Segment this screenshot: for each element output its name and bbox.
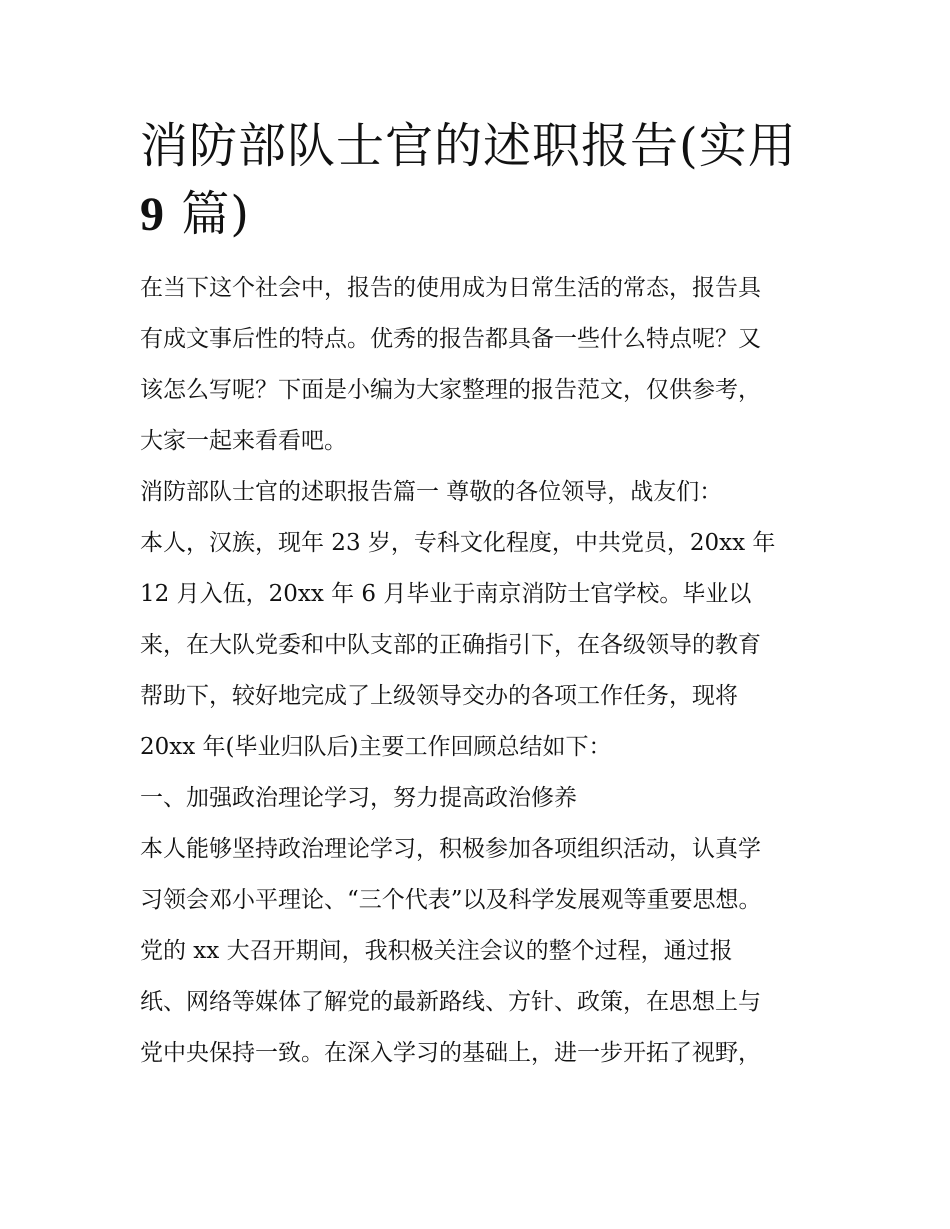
body-line: 有成文事后性的特点。优秀的报告都具备一些什么特点呢？又 — [140, 326, 761, 352]
body-line: 12 月入伍，20xx 年 6 月毕业于南京消防士官学校。毕业以 — [140, 581, 752, 607]
body-line: 在当下这个社会中，报告的使用成为日常生活的常态，报告具 — [140, 275, 761, 301]
body-line: 该怎么写呢？下面是小编为大家整理的报告范文，仅供参考， — [140, 377, 761, 403]
title-line-1: 消防部队士官的述职报告(实用 — [140, 118, 797, 174]
body-line: 来，在大队党委和中队支部的正确指引下，在各级领导的教育 — [140, 632, 761, 658]
section-heading: 一、加强政治理论学习，努力提高政治修养 — [140, 785, 577, 811]
document-body — [140, 263, 812, 1079]
body-line: 帮助下，较好地完成了上级领导交办的各项工作任务，现将 — [140, 683, 738, 709]
body-line: 党中央保持一致。在深入学习的基础上，进一步开拓了视野， — [140, 1040, 761, 1066]
body-line: 党的 xx 大召开期间，我积极关注会议的整个过程，通过报 — [140, 938, 733, 964]
title-number: 9 — [140, 188, 165, 241]
document-content — [140, 112, 812, 1079]
body-line: 20xx 年(毕业归队后)主要工作回顾总结如下： — [140, 734, 612, 760]
body-line: 本人，汉族，现年 23 岁，专科文化程度，中共党员，20xx 年 — [140, 530, 776, 556]
document-title — [140, 112, 812, 249]
body-line: 纸、网络等媒体了解党的最新路线、方针、政策，在思想上与 — [140, 989, 761, 1015]
body-line: 本人能够坚持政治理论学习，积极参加各项组织活动，认真学 — [140, 836, 761, 862]
body-line: 习领会邓小平理论、“三个代表”以及科学发展观等重要思想。 — [140, 887, 762, 913]
body-line: 消防部队士官的述职报告篇一 尊敬的各位领导，战友们： — [140, 479, 723, 505]
body-line: 大家一起来看看吧。 — [140, 428, 347, 454]
title-suffix: 篇) — [165, 186, 250, 242]
title-line-2 — [140, 180, 812, 249]
